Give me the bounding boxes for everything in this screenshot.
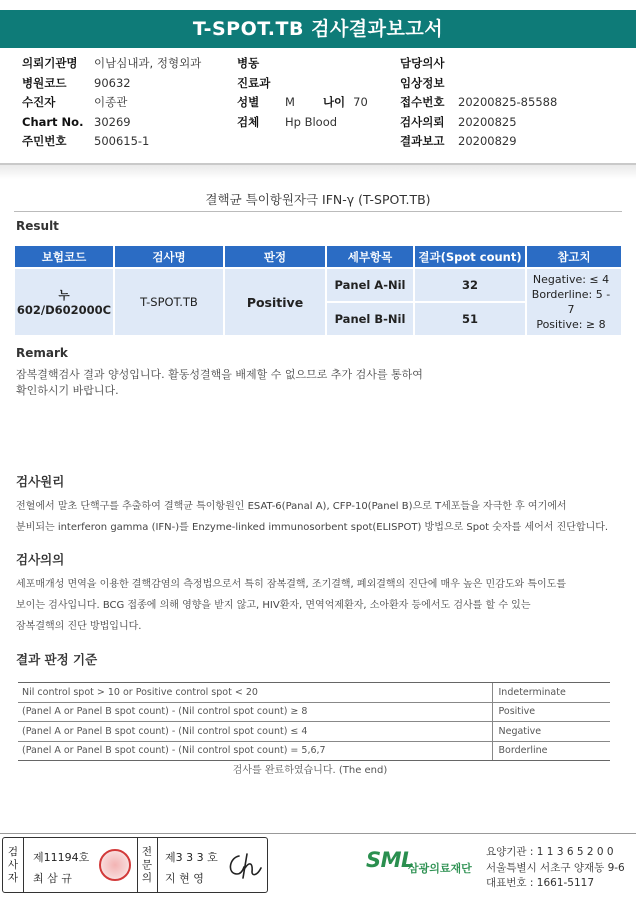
org-line: 요양기관 : 1 1 3 6 5 2 0 0 <box>486 846 614 858</box>
info-label: Chart No. <box>22 114 84 129</box>
report-title: T-SPOT.TB 검사결과보고서 <box>0 10 636 48</box>
paragraph-line: 세포매개성 면역을 이용한 결핵감염의 측정법으로서 특히 잠복결핵, 조기결핵, 폐외결핵의 진단에 매우 높은 민감도와 특이도를 <box>16 579 567 590</box>
criteria-condition: (Panel A or Panel B spot count) - (Nil control spot count) ≥ 8 <box>18 702 492 722</box>
insurance-code: 누602/D602000C <box>15 269 113 335</box>
criteria-table <box>18 682 610 761</box>
remark-label: Remark <box>16 346 68 360</box>
seal-stamp-icon <box>99 849 131 881</box>
judgment-value: Positive <box>225 269 325 335</box>
info-value: 90632 <box>94 75 131 90</box>
criteria-result: Positive <box>492 702 610 722</box>
specimen-label: 검체 <box>237 114 260 129</box>
inspector-label: 검사자 <box>7 846 19 884</box>
info-label: 접수번호 <box>400 95 445 109</box>
panel-a-item: Panel A-Nil <box>327 269 413 301</box>
principle-text <box>16 496 622 538</box>
panel-b-count: 51 <box>415 303 525 335</box>
signature-box <box>2 837 268 893</box>
criteria-result: Borderline <box>492 741 610 761</box>
sml-logo: SML <box>366 848 414 872</box>
test-title: 결핵균 특이항원자극 IFN-γ (T-SPOT.TB) <box>205 192 431 207</box>
remark-text <box>16 367 616 399</box>
reference-borderline: Borderline: 5 - 7 <box>531 288 611 316</box>
info-label: 의뢰기관명 <box>22 56 78 70</box>
table-row <box>18 722 610 742</box>
table-row <box>18 741 610 761</box>
table-row <box>18 683 610 703</box>
criteria-condition: (Panel A or Panel B spot count) - (Nil control spot count) = 5,6,7 <box>18 741 492 761</box>
table-row <box>18 702 610 722</box>
header-judgment: 판정 <box>225 246 325 267</box>
criteria-condition: (Panel A or Panel B spot count) - (Nil control spot count) ≤ 4 <box>18 722 492 742</box>
info-value: 20200829 <box>458 134 517 148</box>
paragraph-line: 분비되는 interferon gamma (IFN-)를 Enzyme-linked immunosorbent spot(ELISPOT) 방법으로 Spot 숫자를 세어서 진단합니다. <box>16 522 609 533</box>
header-reference: 참고치 <box>527 246 621 267</box>
specialist-label: 전문의 <box>141 846 153 884</box>
info-value: 500615-1 <box>94 134 150 148</box>
criteria-result: Indeterminate <box>492 683 610 703</box>
inspector-license: 제11194호 <box>33 851 90 864</box>
inspector-name: 최 삼 규 <box>33 872 72 885</box>
principle-heading: 검사원리 <box>16 474 65 489</box>
criteria-condition: Nil control spot > 10 or Positive control spot < 20 <box>18 683 492 703</box>
info-label: 임상정보 <box>400 75 445 90</box>
info-value: 20200825 <box>458 114 517 129</box>
age-value: 70 <box>353 95 368 109</box>
info-label: 검사의뢰 <box>400 114 445 129</box>
dept-label: 진료과 <box>237 75 271 90</box>
criteria-result: Negative <box>492 722 610 742</box>
age-label: 나이 <box>322 95 346 109</box>
result-table <box>13 244 623 337</box>
patient-info-middle <box>237 54 368 132</box>
reference-values <box>527 269 621 335</box>
info-label: 결과보고 <box>400 134 445 148</box>
remark-line: 확인하시기 바랍니다. <box>16 384 119 397</box>
org-name: 삼광의료재단 <box>408 862 472 875</box>
org-line: 대표번호 : 1661-5117 <box>486 877 595 889</box>
signature-separator <box>23 838 24 892</box>
test-title-underline <box>14 211 622 212</box>
ward-label: 병동 <box>237 56 260 70</box>
org-line: 서울특별시 서초구 양재동 9-6 <box>486 861 625 874</box>
patient-info-left <box>22 54 201 152</box>
header-item: 세부항목 <box>327 246 413 267</box>
specialist-license: 제3 3 3 호 <box>165 851 218 864</box>
end-note: 검사를 완료하였습니다. (The end) <box>232 765 388 776</box>
info-label: 주민번호 <box>22 134 67 148</box>
remark-line: 잠복결핵검사 결과 양성입니다. 활동성결핵을 배제할 수 없으므로 추가 검사를 통하여 <box>16 368 423 381</box>
footer-divider <box>0 833 636 834</box>
significance-text <box>16 574 622 637</box>
org-info <box>486 845 625 892</box>
info-label: 병원코드 <box>22 75 67 90</box>
header-shadow <box>0 165 636 179</box>
sex-value: M <box>285 95 295 109</box>
specimen-value: Hp Blood <box>285 114 338 129</box>
info-label: 담당의사 <box>400 56 445 70</box>
test-name: T-SPOT.TB <box>115 269 223 335</box>
header-code: 보험코드 <box>15 246 113 267</box>
patient-info-right <box>400 54 557 152</box>
signature-separator <box>157 838 158 892</box>
info-value: 이종관 <box>94 95 128 109</box>
info-value: 30269 <box>94 114 131 129</box>
reference-negative: Negative: ≤ 4 <box>532 273 610 286</box>
header-count: 결과(Spot count) <box>415 246 525 267</box>
reference-positive: Positive: ≥ 8 <box>536 318 606 331</box>
panel-b-item: Panel B-Nil <box>327 303 413 335</box>
criteria-heading: 결과 판정 기준 <box>16 652 98 667</box>
significance-heading: 검사의의 <box>16 552 65 567</box>
specialist-name: 지 현 영 <box>165 872 204 885</box>
header-test-name: 검사명 <box>115 246 223 267</box>
result-label: Result <box>16 219 59 233</box>
info-value: 20200825-85588 <box>458 95 558 109</box>
info-label: 수진자 <box>22 95 56 109</box>
sex-label: 성별 <box>237 95 260 109</box>
handwritten-signature-icon <box>225 850 265 882</box>
paragraph-line: 잠복결핵의 진단 방법입니다. <box>16 621 142 632</box>
result-header-row <box>15 246 621 267</box>
info-value: 이남심내과, 정형외과 <box>94 56 202 70</box>
panel-a-count: 32 <box>415 269 525 301</box>
table-row <box>15 269 621 301</box>
paragraph-line: 전혈에서 말초 단핵구를 추출하여 결핵균 특이항원인 ESAT-6(Panal A), CFP-10(Panel B)으로 T세포들을 자극한 후 여기에서 <box>16 501 567 512</box>
paragraph-line: 보이는 검사입니다. BCG 접종에 의해 영향을 받지 않고, HIV환자, 면역억제환자, 소아환자 등에서도 검사를 할 수 있는 <box>16 600 531 611</box>
